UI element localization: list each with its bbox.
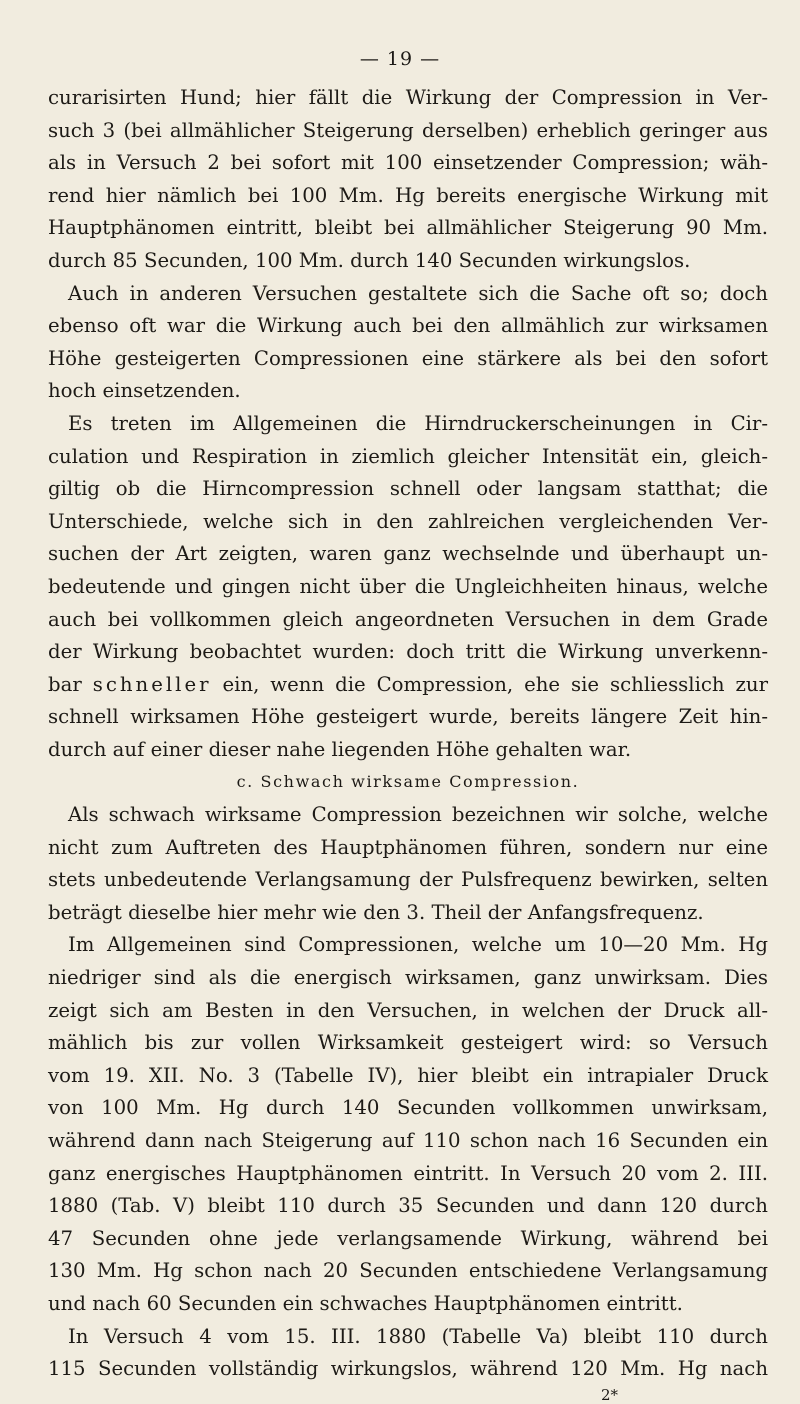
text-line: bedeutende und gingen nicht über die Ungleichheiten hinaus, welche [48,574,768,598]
text-line [48,669,768,702]
text-line: 130 Mm. Hg schon nach 20 Secunden entschiedene Verlangsamung [48,1259,768,1283]
spaced-emphasis: schneller [92,672,212,696]
text-line: ganz energisches Hauptphänomen eintritt. In Versuch 20 vom 2. III. [48,1161,768,1185]
text-line: durch 85 Secunden, 100 Mm. durch 140 Secunden wirkungslos. [48,248,691,272]
text-line: Als schwach wirksame Compression bezeichnen wir solche, welche [68,803,768,827]
text-line: such 3 (bei allmählicher Steigerung derselben) erheblich geringer aus [48,118,768,142]
text-segment: ein, wenn die Compression, ehe sie schliesslich zur [222,672,768,696]
text-segment: bar [48,672,82,696]
text-line: Es treten im Allgemeinen die Hirndruckerscheinungen in Cir- [68,411,768,435]
text-line: Hauptphänomen eintritt, bleibt bei allmählicher Steigerung 90 Mm. [48,216,768,240]
text-line: 115 Secunden vollständig wirkungslos, während 120 Mm. Hg nach [48,1357,768,1381]
body-text [48,82,768,1404]
text-line: suchen der Art zeigten, waren ganz wechselnde und überhaupt un- [48,542,768,566]
text-line: 47 Secunden ohne jede verlangsamende Wirkung, während bei [48,1226,768,1250]
text-line: beträgt dieselbe hier mehr wie den 3. Theil der Anfangsfrequenz. [48,900,704,924]
section-heading: c. Schwach wirksame Compression. [236,772,580,792]
text-line: mählich bis zur vollen Wirksamkeit gesteigert wird: so Versuch [48,1031,768,1055]
text-line: In Versuch 4 vom 15. III. 1880 (Tabelle Va) bleibt 110 durch [68,1324,768,1348]
text-line: nicht zum Auftreten des Hauptphänomen führen, sondern nur eine [48,835,768,859]
text-line: schnell wirksamen Höhe gesteigert wurde, bereits längere Zeit hin- [48,705,768,729]
text-line: rend hier nämlich bei 100 Mm. Hg bereits energische Wirkung mit [48,183,768,207]
text-line: auch bei vollkommen gleich angeordneten Versuchen in dem Grade [48,607,768,631]
text-line: giltig ob die Hirncompression schnell oder langsam statthat; die [48,477,768,501]
text-line: Unterschiede, welche sich in den zahlreichen vergleichenden Ver- [48,509,768,533]
text-line: Im Allgemeinen sind Compressionen, welche um 10—20 Mm. Hg [68,933,768,957]
text-line: der Wirkung beobachtet wurden: doch tritt die Wirkung unverkenn- [48,640,768,664]
text-line: Höhe gesteigerten Compressionen eine stärkere als bei den sofort [48,346,768,370]
text-line: zeigt sich am Besten in den Versuchen, in welchen der Druck all- [48,998,768,1022]
text-line: ebenso oft war die Wirkung auch bei den allmählich zur wirksamen [48,314,768,338]
page-number-header: — 19 — [359,48,441,70]
text-line: und nach 60 Secunden ein schwaches Hauptphänomen eintritt. [48,1291,683,1315]
text-line: culation und Respiration in ziemlich gleicher Intensität ein, gleich- [48,444,768,468]
signature-mark: 2* [600,1385,618,1404]
text-line: Auch in anderen Versuchen gestaltete sich die Sache oft so; doch [68,281,768,305]
text-line: niedriger sind als die energisch wirksamen, ganz unwirksam. Dies [48,966,768,990]
text-line: vom 19. XII. No. 3 (Tabelle IV), hier bleibt ein intrapialer Druck [48,1063,768,1087]
text-line: als in Versuch 2 bei sofort mit 100 einsetzender Compression; wäh- [48,151,768,175]
text-line: von 100 Mm. Hg durch 140 Secunden vollkommen unwirksam, [48,1096,768,1120]
text-line: durch auf einer dieser nahe liegenden Höhe gehalten war. [48,737,632,761]
text-line: stets unbedeutende Verlangsamung der Pulsfrequenz bewirken, selten [48,868,768,892]
text-line: während dann nach Steigerung auf 110 schon nach 16 Secunden ein [48,1129,768,1152]
text-line: curarisirten Hund; hier fällt die Wirkung der Compression in Ver- [48,86,768,109]
text-line: 1880 (Tab. V) bleibt 110 durch 35 Secunden und dann 120 durch [48,1194,768,1218]
text-line: hoch einsetzenden. [48,379,241,403]
